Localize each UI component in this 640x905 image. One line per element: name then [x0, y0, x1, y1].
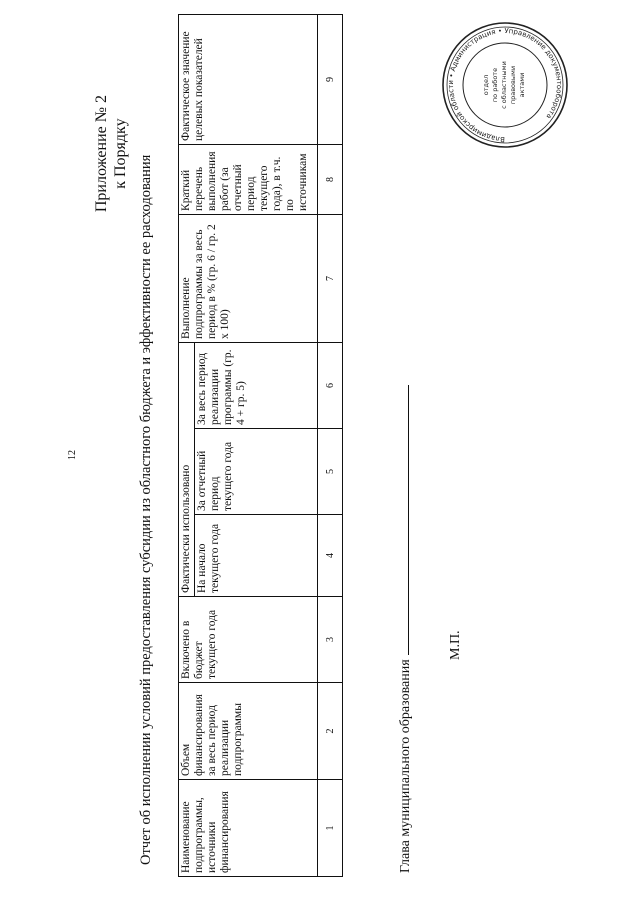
stamp-inner-line: по работе — [491, 67, 499, 103]
report-table — [178, 14, 343, 877]
header-actually-used: Фактически использовано — [179, 342, 195, 596]
header-works-list: Краткий перечень выполнения работ (за отчетный период текущего года), в т.ч. по источникам — [179, 144, 318, 214]
stamp-outer-text: Владимирской области • Администрация • Управление документооборота — [446, 26, 564, 144]
header-whole-period: За весь период реализации программы (гр. 4 + гр. 5) — [195, 342, 318, 428]
header-subprogram: Наименование подпрограммы, источники финансирования — [179, 780, 318, 877]
stamp-inner-line: отдел — [482, 74, 490, 96]
signature-label: Глава муниципального образования — [398, 659, 413, 873]
appendix-line-1: Приложение № 2 — [93, 95, 110, 213]
table-header-row-1 — [179, 14, 195, 876]
header-reporting-period: За отчетный период текущего года — [195, 429, 318, 515]
appendix-line-2: к Порядку — [112, 118, 129, 189]
stamp-inner-line: актами — [518, 72, 526, 98]
column-number: 1 — [318, 780, 343, 877]
column-number: 3 — [318, 597, 343, 683]
header-total-financing: Объем финансирования за весь период реализации подпрограммы — [179, 683, 318, 780]
signature-blank — [395, 385, 409, 655]
column-number: 9 — [318, 14, 343, 144]
appendix-heading — [92, 95, 130, 212]
column-number: 7 — [318, 214, 343, 342]
header-start-of-year: На начало текущего года — [195, 515, 318, 597]
column-number: 8 — [318, 144, 343, 214]
signature-line — [395, 385, 414, 873]
official-stamp — [440, 20, 570, 150]
seal-place-label: М.П. — [448, 630, 463, 660]
stamp-inner-line: правовыми — [509, 65, 517, 105]
column-number: 4 — [318, 515, 343, 597]
header-execution-percent: Выполнение подпрограммы за весь период в % (гр. 6 / гр. 2 х 100) — [179, 214, 318, 342]
table-row-column-numbers — [318, 14, 343, 876]
page-number: 12 — [67, 450, 78, 460]
column-number: 6 — [318, 342, 343, 428]
header-target-values: Фактическое значение целевых показателей — [179, 14, 318, 144]
stamp-inner-line: с областными — [500, 61, 508, 109]
header-budget-current-year: Включено в бюджет текущего года — [179, 597, 318, 683]
column-number: 5 — [318, 429, 343, 515]
column-number: 2 — [318, 683, 343, 780]
report-title: Отчет об исполнении условий предоставления субсидии из областного бюджета и эффективности ее расходования — [138, 154, 154, 865]
